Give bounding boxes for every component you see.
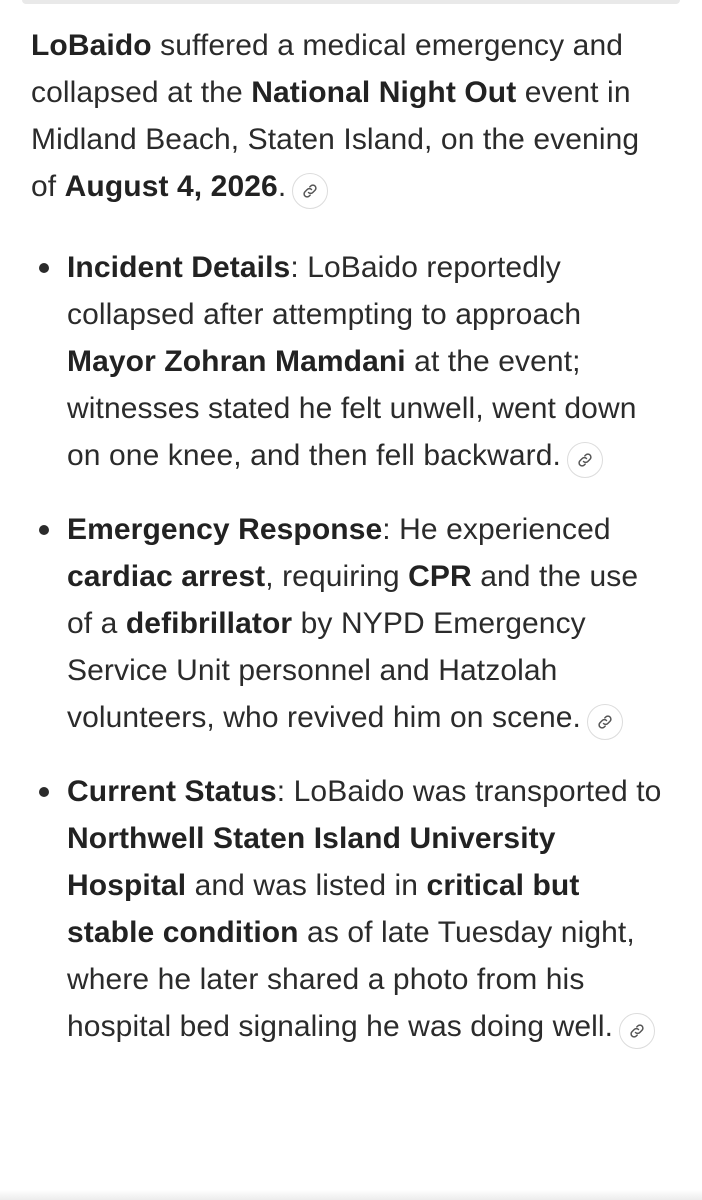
- source-link-button[interactable]: [292, 173, 328, 209]
- list-item-label: Emergency Response: [67, 513, 383, 546]
- list-item-label: Incident Details: [67, 251, 291, 284]
- link-icon: [628, 1022, 646, 1040]
- condition-term: cardiac arrest: [67, 560, 266, 593]
- condition-status: critical but stable condition: [67, 869, 580, 949]
- previous-card-edge: [22, 0, 680, 4]
- bottom-fade: [0, 1190, 702, 1200]
- intro-paragraph: LoBaido suffered a medical emergency and collapsed at the National Night Out event in Midland Beach, Staten Island, on the evening of August 4, 2026.: [31, 22, 671, 210]
- device-term: defibrillator: [125, 607, 293, 640]
- list-item-label: Current Status: [67, 775, 277, 808]
- mayor-name: Mayor Zohran Mamdani: [67, 345, 406, 378]
- subject-name: LoBaido: [31, 29, 152, 62]
- list-item-current-status: Current Status: LoBaido was transported to Northwell Staten Island University Hospital and was listed in critical but stable condition as of late Tuesday night, where he later shared a photo from his hospital bed signaling he was doing well.: [31, 768, 671, 1050]
- link-icon: [301, 182, 319, 200]
- details-list: [31, 244, 671, 1050]
- list-item-incident-details: Incident Details: LoBaido reportedly collapsed after attempting to approach Mayor Zohran Mamdani at the event; witnesses stated he felt unwell, went down on one knee, and then fell backward.: [31, 244, 671, 479]
- source-link-button[interactable]: [587, 704, 623, 740]
- hospital-name: Northwell Staten Island University Hospital: [67, 822, 556, 902]
- event-name: National Night Out: [251, 76, 517, 109]
- bullet-dot: [39, 787, 49, 797]
- link-icon: [596, 713, 614, 731]
- link-icon: [576, 451, 594, 469]
- event-date: August 4, 2026: [64, 170, 278, 203]
- procedure-term: CPR: [408, 560, 472, 593]
- answer-content: [31, 22, 671, 1077]
- source-link-button[interactable]: [567, 442, 603, 478]
- source-link-button[interactable]: [619, 1013, 655, 1049]
- bullet-dot: [39, 525, 49, 535]
- bullet-dot: [39, 263, 49, 273]
- list-item-emergency-response: Emergency Response: He experienced cardiac arrest, requiring CPR and the use of a defibrillator by NYPD Emergency Service Unit personnel and Hatzolah volunteers, who revived him on scene.: [31, 506, 671, 741]
